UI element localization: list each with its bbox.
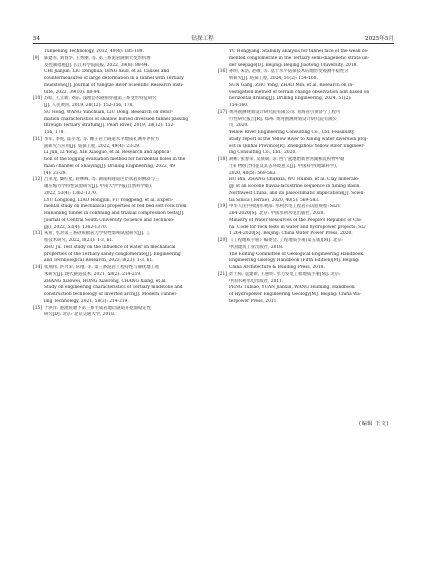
- reference-text: [44, 177, 209, 231]
- reference-line: construction technology of inverted arch[J]. Modern Tunnel-: [44, 292, 178, 297]
- reference-entry: [33, 49, 209, 56]
- reference-line: 轴压缩力学特性试验研究[J]. 中南大学学报(自然科学版),: [44, 184, 153, 189]
- reference-number: [20]: [218, 238, 227, 243]
- reference-line: horizontal drilling[J]. Drilling Engineering, 2024, 51(2):: [229, 96, 352, 102]
- reference-line: tion of the logging evaluation method for horizontal holes in the: [44, 157, 186, 162]
- reference-entry: [218, 238, 394, 272]
- reference-text: [44, 49, 209, 56]
- reference-line: mental study on mechanical properties of red bed soft rock from: [44, 204, 187, 210]
- reference-line: SU Hong, WANG Yunchuan, LIU Dong. Research on defor-: [44, 109, 173, 115]
- reference-line: 于洪洋. 港流鱼塘下第三系半成岩地层隧道开挖面稳定性: [44, 305, 152, 311]
- reference-number: [33, 49, 44, 56]
- reference-number: [14]: [33, 265, 42, 270]
- reference-line: ZHU Ju. Test study on the influence of water on mechanical: [44, 244, 176, 250]
- reference-line: 264-2020[S]. 北京: 中国水利水电出版社, 2020.: [229, 211, 325, 216]
- reference-line: Northwest China, and its paleoclimatic implications[J]. Scien-: [229, 190, 365, 196]
- reference-line: Journal of Central South University (Science and Technolo-: [44, 217, 175, 223]
- reference-column-left: [33, 49, 209, 319]
- reference-line: 苏虹, 王立新, 刘东. 浅埋岱水隧洞穿越第三系变形特征研究: [44, 96, 157, 102]
- reference-entry: [218, 49, 394, 69]
- reference-number: [10]: [33, 96, 42, 102]
- reference-line: 张翔伟, 洪兴荣, 常翔, 等. 第三系泥岩工程特性与静扰地工程: [44, 265, 160, 270]
- page-number: 54: [33, 36, 41, 42]
- reference-entry: [218, 110, 394, 157]
- reference-line: gy), 2022, 53(4): 1362-1370.: [44, 224, 107, 230]
- reference-line: (4): 23-29.: [44, 170, 67, 176]
- reference-line: tia Sinica (Terrae), 2020, 40(5): 569-583.: [229, 197, 320, 203]
- reference-number: [19]: [218, 204, 227, 210]
- reference-line: gy of an Eocene fluvial-lacustrine sequence in Xining Basin,: [229, 184, 361, 189]
- reference-text: [44, 137, 209, 178]
- reference-column-right: [218, 49, 394, 306]
- reference-line: 154-160.: [229, 103, 249, 108]
- reference-line: through Tertiary stratum[J]. Pearl River, 2019, 38(12): 152-: [44, 123, 175, 129]
- reference-text: [44, 231, 209, 265]
- reference-line: Tunnelling Technology, 2012, 49(4): 185-189.: [44, 49, 144, 54]
- reference-line: ling Technology, 2021, 58(2): 214-219.: [44, 298, 129, 304]
- reference-text: [229, 69, 394, 110]
- reference-text: [44, 56, 209, 97]
- reference-text: [44, 306, 209, 320]
- reference-line: of Hydropower Engineering Geology[M]. Beijing: China Wa-: [229, 292, 362, 297]
- reference-line: 中华人民共和国水利部. 水利水电工程岩石试验规程: SL/T: [229, 204, 341, 210]
- page-header: [33, 30, 394, 42]
- reference-line: and Technological Research, 2023, 8(23): 1-3, 61.: [44, 258, 154, 264]
- reference-entry: [33, 265, 209, 306]
- reference-line: 面研究与应用[J]. 钻探工程, 2022, 49(4): 23-29.: [44, 143, 141, 149]
- reference-number: [17]: [218, 109, 227, 115]
- reference-line: tute, 2022, 39(10): 88-94.: [44, 89, 101, 95]
- reference-number: [218, 49, 229, 69]
- reference-text: [229, 49, 394, 69]
- reference-entry: [218, 272, 394, 306]
- reference-line: Engineering Geology Handbook (Fifth Edition)[M]. Beijing:: [229, 258, 360, 264]
- reference-line: main channel of Shaiying[J]. Drilling Engineering, 2022, 49: [44, 163, 176, 169]
- reference-line: 156, 178.: [44, 130, 65, 135]
- reference-number: [18]: [218, 157, 227, 162]
- reference-line: 术研究[J]. 现代隧道技术, 2021, 58(2): 214-219.: [44, 271, 142, 277]
- reference-line: mented conglomerate in the Tertiary semi-diagenetic strata un-: [229, 55, 370, 61]
- reference-number: [16]: [218, 69, 227, 75]
- reference-line: Ministry of Water Resources of the People's Republic of Chi-: [229, 217, 363, 223]
- reference-line: 2022, 53(4): 1362-1370.: [44, 190, 98, 196]
- reference-line: 孙明, 朱浩, 赵敬, 等. 基于水平钻探技术的地形变观测平稳性分: [229, 69, 349, 75]
- reference-line: ect in Qinhai Province[R]. Zhengzhou: Yellow River Engineer-: [229, 143, 365, 149]
- reference-line: ing Consulting Co., Ltd., 2020.: [229, 150, 297, 156]
- reference-entry: [33, 56, 209, 97]
- reference-line: 司, 2020.: [229, 123, 249, 129]
- reference-entry: [218, 69, 394, 110]
- header-rule: [33, 43, 394, 44]
- reference-line: 2020, 40(5): 569-583.: [229, 170, 277, 176]
- reference-line: 析研究[J]. 钻探工程, 2024, 51(2): 154-160.: [229, 76, 318, 81]
- reference-line: LYU Longlong, LIAO Hongjun, FU Yongpeng, et al. Experi-: [44, 197, 174, 203]
- reference-text: [44, 265, 209, 306]
- journal-name: 钻探工程: [191, 36, 214, 42]
- reference-number: [9]: [33, 55, 40, 61]
- reference-entry: [33, 96, 209, 137]
- reference-number: [13]: [33, 231, 42, 237]
- reference-line: 胡彬, 张春荣, 吴肤斌, 等. 西宁盆地始新世河湖相沉积物中黏: [229, 157, 345, 162]
- reference-line: CHI Jianjun, LIU Donghua, DING Xiuli, et al. Causes and: [44, 69, 170, 75]
- reference-text: [229, 204, 394, 238]
- reference-line: 吕亚龙, 廉红星, 蒋林峰, 等. 湖南科隆道区层状岩的侧斜与三: [44, 177, 160, 183]
- reference-line: 及控制措施[J]. 长江科学院院报, 2022, 39(8): 88-94.: [44, 62, 150, 68]
- reference-line: terpower Press, 2011.: [229, 298, 278, 304]
- reference-entry: [218, 157, 394, 204]
- reference-number: [21]: [218, 271, 227, 277]
- reference-line: mudstone[J]. Journal of Yangtze River Scientific Research Insti-: [44, 82, 184, 88]
- reference-line: T 264-2020[S]. Beijing: China Water Power Press, 2020.: [229, 231, 353, 237]
- reference-line: The Editing Committee of Geological Engineering Handbook.: [229, 251, 365, 257]
- reference-text: [44, 96, 209, 137]
- reference-line: study report of the Yellow River to Xining water diversion proj-: [229, 136, 368, 142]
- reference-line: 黄河勘测规划设计研究院有限公司. 青海省引黄济宁工程可: [229, 109, 341, 115]
- reference-text: [229, 157, 394, 204]
- reference-line: 陈建军, 刘春华, 王秀丽, 等. 第三系泥岩隧洞大变形机理: [44, 55, 151, 61]
- reference-line: Hunanling tunnel in confining and triaxial compression tests[J].: [44, 211, 185, 216]
- reference-line: 李军, 李虎, 霍小龙, 等. 摊子岩上隧道水平地质孔测井评价方: [44, 136, 160, 142]
- reference-text: [229, 110, 394, 157]
- reference-line: na. Code for rock tests in water and hydropower projects: SL/: [229, 224, 366, 230]
- reference-entry: [33, 306, 209, 320]
- reference-line: 土矿物组合特征及其古环境意义[J]. 中国科学(地球科学),: [229, 163, 338, 169]
- reference-line: 中国水利水电出版社, 2011.: [229, 278, 284, 284]
- reference-line: 行性研究报告[R]. 郑州: 黄河勘测规划设计研究院有限公: [229, 116, 337, 122]
- reference-line: 彭土标, 袁建新, 王惠明. 水力发电工程地质手册[M]. 北京:: [229, 271, 341, 277]
- reference-line: Yellow River Engineering Consulting Co., Ltd. Feasibility: [229, 130, 355, 135]
- reference-line: HU Bin, ZHANG Chunxia, WU Huibin, et al. Clay mineralo-: [229, 177, 360, 183]
- reference-entry: [33, 137, 209, 178]
- reference-line: SUN Gang, ZHU Yong, ZHAO Min, et al. Research on in-: [229, 82, 354, 88]
- reference-line: 《工程地质手册》编委会. 工程地质手册(第五版)[M]. 北京:: [229, 238, 343, 243]
- reference-text: [229, 272, 394, 306]
- reference-line: 程技术研究, 2022, 8(23): 1-3, 61.: [44, 238, 114, 243]
- reference-line: YU Hongyang. Stability analysis for tunnel face of the weak ce-: [229, 49, 369, 54]
- reference-line: China Architecture & Building Press, 2018.: [229, 265, 325, 270]
- reference-line: countermeasures of large deformation in a tunnel with Tertiary: [44, 76, 184, 81]
- reference-entry: [33, 231, 209, 265]
- reference-line: [J]. 人民黄河, 2019, 38(12): 152-156, 178.: [44, 103, 134, 108]
- reference-line: properties of the Tertiary sandy conglomerate[J]. Engineering: [44, 251, 181, 257]
- reference-entry: [218, 204, 394, 238]
- editor-signature: (编辑 王文): [359, 421, 389, 427]
- reference-line: der seepage[D]. Beijing: Beijing Jiaotong University, 2018.: [229, 62, 358, 68]
- reference-number: [12]: [33, 177, 42, 183]
- reference-text: [229, 238, 394, 272]
- reference-line: 朱希, 水对第三系砂质板岩力学特性影响试验研究[J]. 工: [44, 231, 151, 237]
- reference-line: Study on engineering characteristics of Tertiary mudstone and: [44, 285, 183, 291]
- reference-line: mation characteristics of shallow buried diversion tunnel passing: [44, 116, 189, 122]
- reference-line: 中国建筑工业出版社, 2018.: [229, 244, 284, 250]
- reference-line: vestigation method of terrain change observation adit based on: [229, 89, 370, 95]
- reference-number: [11]: [33, 136, 42, 142]
- reference-line: ZHANG Xiaowei, HONG Xiaorong, CHANG Xiang, et al.: [44, 278, 167, 284]
- reference-number: [15]: [33, 305, 42, 311]
- reference-entry: [33, 177, 209, 231]
- reference-line: 研究[D]. 北京: 北京交通大学, 2018.: [44, 312, 116, 318]
- reference-line: PENG Tubiao, YUAN Jianxin, WANG Huiming. Handbook: [229, 285, 355, 291]
- issue-date: 2025年5月: [365, 36, 394, 42]
- reference-line: LI Jun, LI Yong, XIE Xiaoguo, et al. Research and applica-: [44, 150, 171, 156]
